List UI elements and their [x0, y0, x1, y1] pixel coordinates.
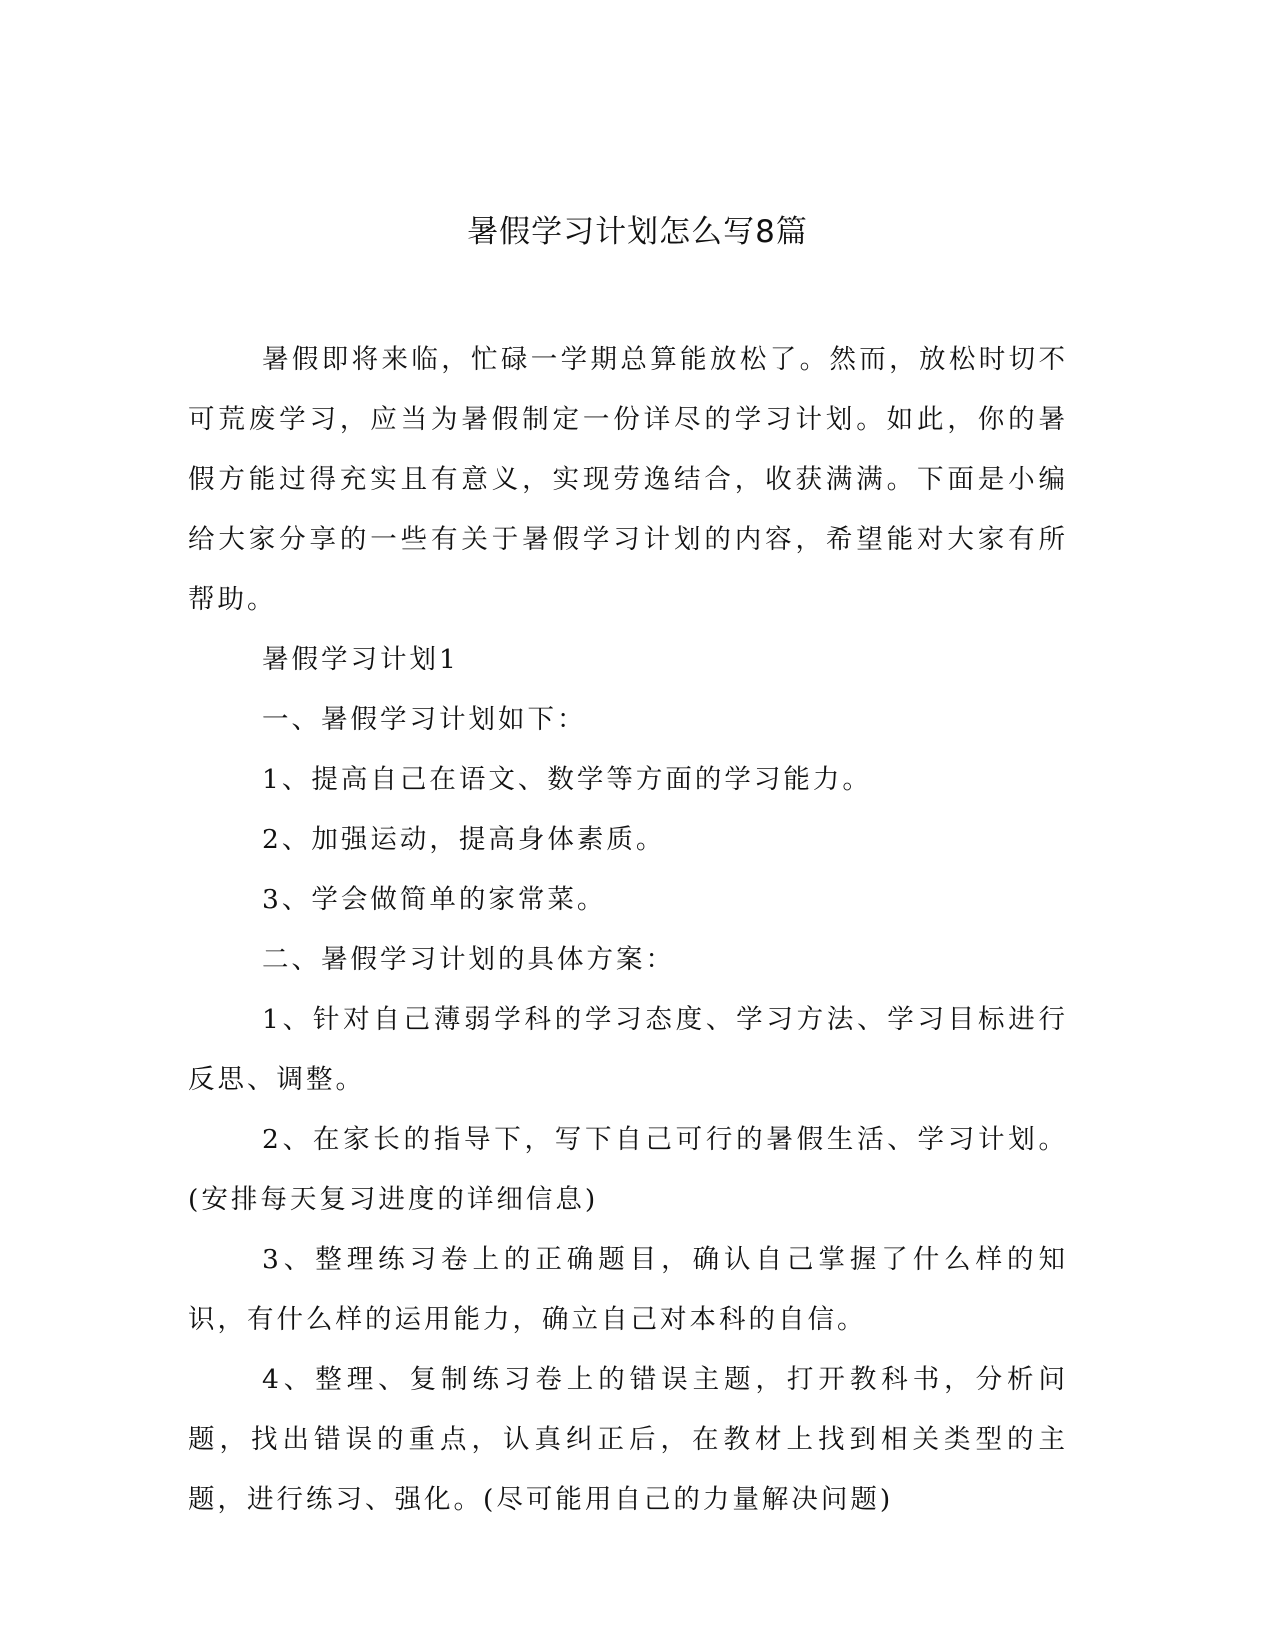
document-body: [188, 330, 1068, 1530]
plan-item-3: 3、学会做简单的家常菜。: [262, 884, 607, 915]
document-title: 暑假学习计划怎么写8篇: [467, 214, 808, 250]
intro-paragraph: 暑假即将来临，忙碌一学期总算能放松了。然而，放松时切不可荒废学习，应当为暑假制定一份详尽的学习计划。如此，你的暑假方能过得充实且有意义，实现劳逸结合，收获满满。下面是小编给大家分享的一些有关于暑假学习计划的内容，希望能对大家有所帮助。: [188, 344, 1068, 615]
plan-item-1: 1、提高自己在语文、数学等方面的学习能力。: [262, 764, 872, 795]
detail-item-3: 3、整理练习卷上的正确题目，确认自己掌握了什么样的知识，有什么样的运用能力，确立自己对本科的自信。: [188, 1244, 1068, 1335]
subheading-plan-list: 一、暑假学习计划如下：: [262, 704, 587, 735]
plan-item-2: 2、加强运动，提高身体素质。: [262, 824, 666, 855]
subheading-plan-details: 二、暑假学习计划的具体方案：: [262, 944, 675, 975]
detail-item-4: 4、整理、复制练习卷上的错误主题，打开教科书，分析问题，找出错误的重点，认真纠正后，在教材上找到相关类型的主题，进行练习、强化。(尽可能用自己的力量解决问题): [188, 1364, 1068, 1515]
section-heading-plan-1: 暑假学习计划1: [262, 644, 459, 675]
detail-item-2: 2、在家长的指导下，写下自己可行的暑假生活、学习计划。(安排每天复习进度的详细信息): [188, 1124, 1068, 1215]
detail-item-1: 1、针对自己薄弱学科的学习态度、学习方法、学习目标进行反思、调整。: [188, 1004, 1068, 1095]
